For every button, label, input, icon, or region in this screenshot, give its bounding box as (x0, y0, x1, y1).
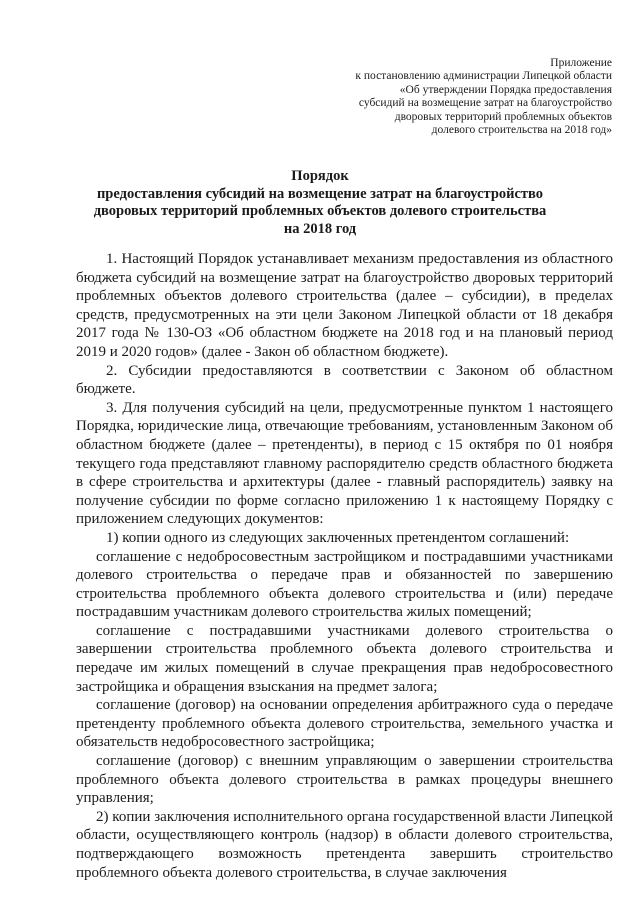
list-item-1: 1) копии одного из следующих заключенных претендентом соглашений: (106, 529, 570, 546)
annex-line: долевого строительства на 2018 год» (431, 124, 612, 137)
title-line: предоставления субсидий на возмещение затрат на благоустройство (96, 185, 544, 202)
annex-header (355, 57, 612, 137)
document-body (76, 250, 613, 882)
agreement-item: соглашение (договор) с внешним управляющим о завершении строительства проблемного объекта долевого строительства в рамках процедуры внешнего управления; (76, 753, 613, 807)
annex-line: субсидий на возмещение затрат на благоустройство (358, 97, 612, 110)
paragraph-2: 2. Субсидии предоставляются в соответствии с Законом об областном бюджете. (76, 362, 613, 398)
list-item-2: 2) копии заключения исполнительного органа государственной власти Липецкой области, осуществляющего контроль (надзор) в области долевого строительства, подтверждающего возможность претендента завершить строительство проблемного объекта долевого строительства, в случае заключения (76, 808, 613, 881)
annex-line: «Об утверждении Порядка предоставления (399, 83, 612, 96)
title-line: дворовых территорий проблемных объектов долевого строительства (93, 203, 547, 219)
paragraph-1: 1. Настоящий Порядок устанавливает механизм предоставления из областного бюджета субсидий на возмещение затрат на благоустройство дворовых территорий проблемных объектов долевого строительства (далее – субсидии), в пределах средств, предусмотренных на эти цели Законом Липецкой области от 18 декабря 2017 года № 130-ОЗ «Об областном бюджете на 2018 год и на плановый период 2019 и 2020 годов» (далее - Закон об областном бюджете). (76, 251, 613, 360)
agreement-item: соглашение с пострадавшими участниками долевого строительства о завершении строительства проблемного объекта долевого строительства и передаче им жилых помещений в случае прекращения прав недобросовестного застройщика и обращения взыскания на предмет залога; (76, 622, 613, 695)
title-line: Порядок (291, 168, 349, 184)
annex-line: к постановлению администрации Липецкой области (355, 70, 612, 83)
annex-line: Приложение (550, 57, 612, 69)
document-title (0, 168, 640, 238)
annex-line: дворовых территорий проблемных объектов (394, 110, 612, 123)
paragraph-3: 3. Для получения субсидий на цели, предусмотренные пунктом 1 настоящего Порядка, юридические лица, отвечающие требованиям, установленным Законом об областном бюджете (далее – претенденты), в период с 15 октября по 01 ноября текущего года представляют главному распорядителю средств областного бюджета в сфере строительства и архитектуры (далее - главный распорядитель) заявку на получение субсидии по форме согласно приложению 1 к настоящему Порядку с приложением следующих документов: (76, 399, 613, 528)
agreement-item: соглашение с недобросовестным застройщиком и пострадавшими участниками долевого строительства о передаче прав и обязанностей по завершению строительства проблемного объекта долевого строительства и (или) передаче пострадавшим участникам долевого строительства жилых помещений; (76, 548, 613, 621)
title-line: на 2018 год (283, 220, 357, 237)
agreement-item: соглашение (договор) на основании определения арбитражного суда о передаче претенденту проблемного объекта долевого строительства, земельного участка и обязательств недобросовестного застройщика; (76, 697, 613, 751)
